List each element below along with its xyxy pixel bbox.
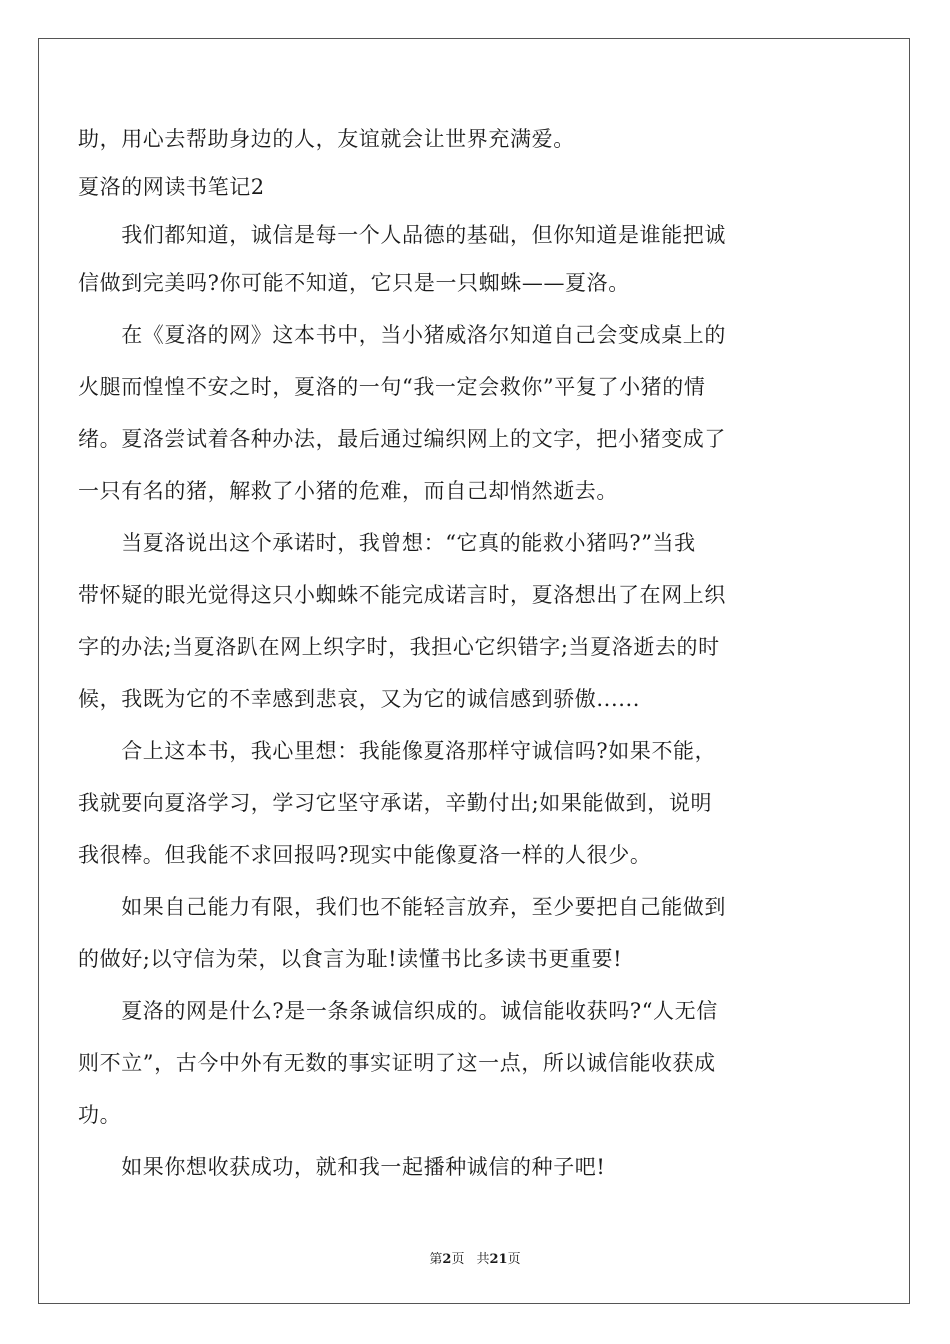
text-line: 合上这本书，我心里想：我能像夏洛那样守诚信吗?如果不能， <box>78 739 717 763</box>
text-line: 在《夏洛的网》这本书中，当小猪威洛尔知道自己会变成桌上的 <box>78 323 726 347</box>
text-line: 候，我既为它的不幸感到悲哀，又为它的诚信感到骄傲...... <box>78 687 641 711</box>
text-line: 当夏洛说出这个承诺时，我曾想：“它真的能救小猪吗?”当我 <box>78 531 696 555</box>
text-line: 一只有名的猪，解救了小猪的危难，而自己却悄然逝去。 <box>78 479 618 503</box>
text-line: 助，用心去帮助身边的人，友谊就会让世界充满爱。 <box>78 127 575 151</box>
text-line: 则不立”，古今中外有无数的事实证明了这一点，所以诚信能收获成 <box>78 1051 716 1075</box>
page-mid: 页 <box>451 1252 465 1267</box>
page-total: 21 <box>489 1252 508 1267</box>
text-line: 夏洛的网读书笔记2 <box>78 175 265 199</box>
text-line: 的做好;以守信为荣，以食言为耻!读懂书比多读书更重要! <box>78 947 623 971</box>
page-current: 2 <box>442 1252 452 1267</box>
total-suffix: 页 <box>507 1252 521 1267</box>
text-line: 我就要向夏洛学习，学习它坚守承诺，辛勤付出;如果能做到，说明 <box>78 791 713 815</box>
text-line: 绪。夏洛尝试着各种办法，最后通过编织网上的文字，把小猪变成了 <box>78 427 726 451</box>
text-line: 我很棒。但我能不求回报吗?现实中能像夏洛一样的人很少。 <box>78 843 652 867</box>
text-line: 火腿而惶惶不安之时，夏洛的一句“我一定会救你”平复了小猪的情 <box>78 375 706 399</box>
page-prefix: 第 <box>429 1252 443 1267</box>
page-footer <box>0 1248 950 1267</box>
text-line: 如果自己能力有限，我们也不能轻言放弃，至少要把自己能做到 <box>78 895 726 919</box>
text-line: 带怀疑的眼光觉得这只小蜘蛛不能完成诺言时，夏洛想出了在网上织 <box>78 583 726 607</box>
text-line: 信做到完美吗?你可能不知道，它只是一只蜘蛛——夏洛。 <box>78 271 630 295</box>
text-line: 夏洛的网是什么?是一条条诚信织成的。诚信能收获吗?“人无信 <box>78 999 718 1023</box>
text-line: 字的办法;当夏洛趴在网上织字时，我担心它织错字;当夏洛逝去的时 <box>78 635 720 659</box>
text-line: 如果你想收获成功，就和我一起播种诚信的种子吧! <box>78 1155 606 1179</box>
total-prefix: 共 <box>476 1252 490 1267</box>
text-line: 功。 <box>78 1103 122 1127</box>
text-line: 我们都知道，诚信是每一个人品德的基础，但你知道是谁能把诚 <box>78 223 726 247</box>
